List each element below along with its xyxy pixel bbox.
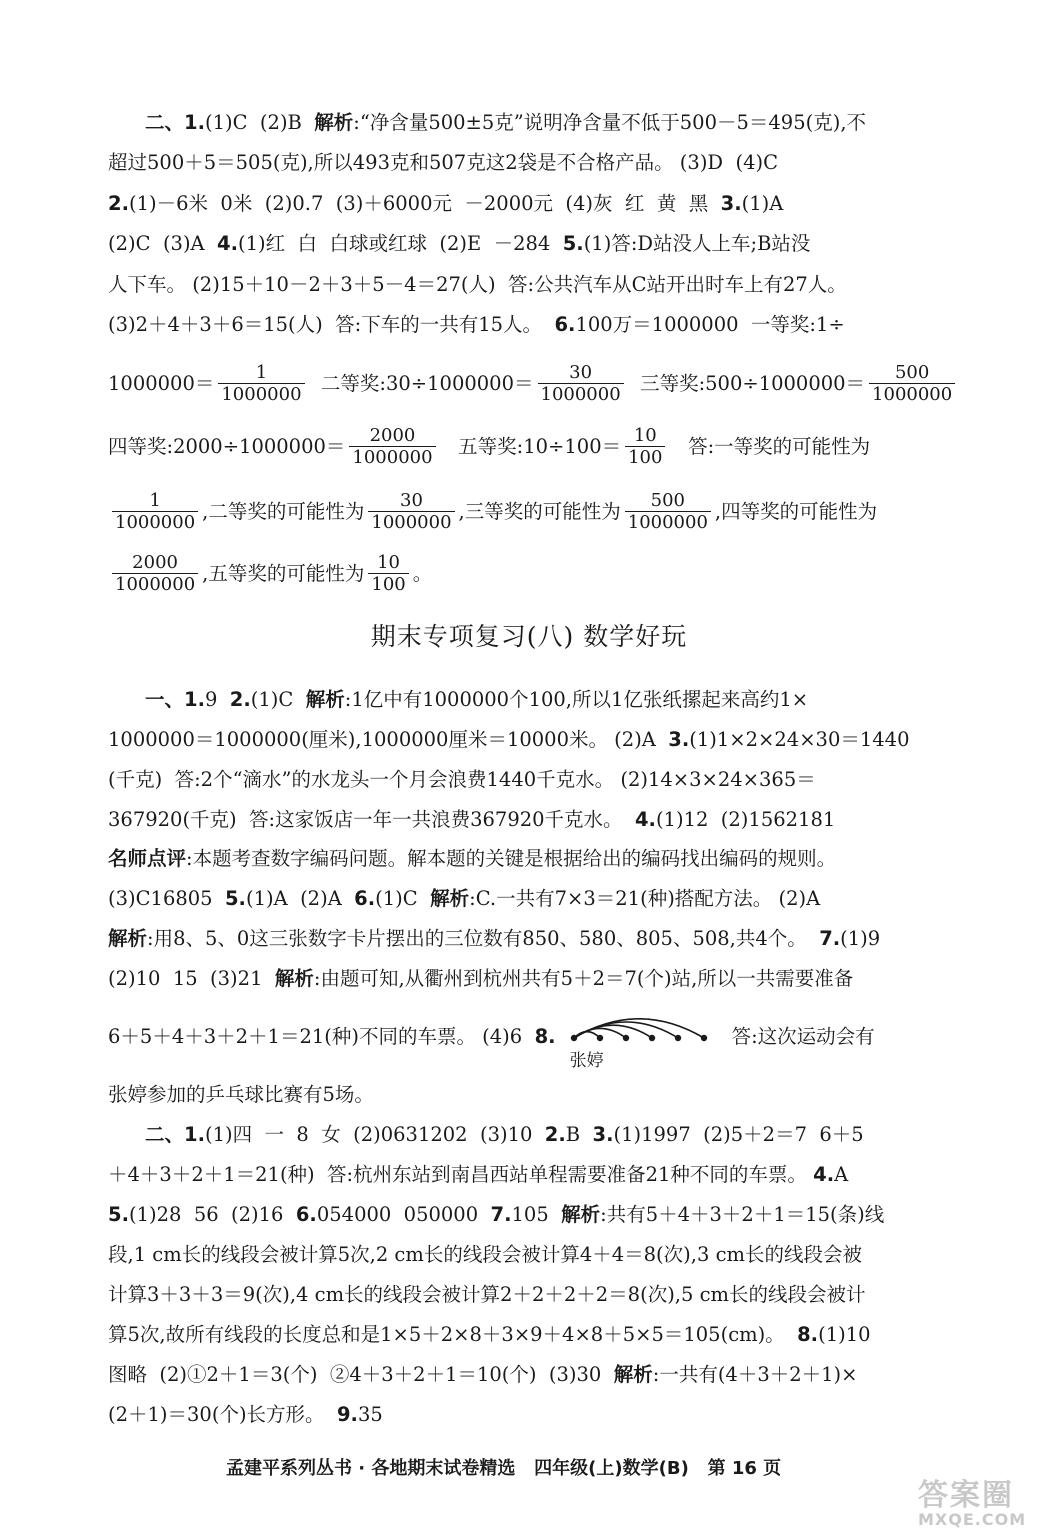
bold-marker: 6. <box>554 313 576 336</box>
answer-line <box>108 1360 858 1390</box>
answer-text: :由题可知,从衢州到杭州共有5＋2＝7(个)站,所以一共需要准备 <box>313 967 854 990</box>
bold-marker: 6. <box>295 1203 317 1226</box>
bold-marker: 解析 <box>561 1203 601 1226</box>
answer-text: 100万＝1000000 一等奖:1÷ <box>575 313 845 336</box>
fraction-denominator: 1000000 <box>869 383 955 405</box>
answer-line <box>145 1120 864 1150</box>
bold-marker: 5. <box>224 887 246 910</box>
fraction-denominator: 1000000 <box>218 383 304 405</box>
bold-marker: 解析 <box>314 111 354 134</box>
answer-line <box>108 924 880 954</box>
answer-line <box>108 189 783 219</box>
fraction <box>625 490 711 533</box>
bold-marker: 解析 <box>430 887 470 910</box>
answer-text: 答:一等奖的可能性为 <box>669 434 871 458</box>
answer-text: (1)1×2×24×30＝1440 <box>689 728 910 751</box>
answer-line <box>108 310 845 340</box>
answer-text: :共有5＋4＋3＋2＋1＝15(条)线 <box>600 1203 885 1226</box>
answer-text: ,三等奖的可能性为 <box>458 499 621 523</box>
page-footer: 孟建平系列丛书 · 各地期末试卷精选 四年级(上)数学(B) 第 16 页 <box>226 1458 782 1479</box>
fraction-denominator: 1000000 <box>625 511 711 533</box>
answer-text: ＋4＋3＋2＋1＝21(种) 答:杭州东站到南昌西站单程需要准备21种不同的车票。 <box>108 1163 814 1186</box>
answer-text: B <box>565 1123 593 1146</box>
fraction <box>368 552 408 595</box>
bold-marker: 8. <box>534 1025 556 1048</box>
player-dot <box>570 1035 576 1041</box>
answer-text: 二等奖:30÷1000000＝ <box>308 371 534 395</box>
bold-marker: 二、1. <box>145 1123 205 1146</box>
answer-text: (1)1997 (2)5＋2＝7 6＋5 <box>613 1123 864 1146</box>
bold-marker: 2. <box>544 1123 566 1146</box>
bold-marker: 2. <box>229 688 251 711</box>
answer-line <box>108 425 870 468</box>
answer-line <box>108 1320 871 1350</box>
bold-marker: 4. <box>813 1163 835 1186</box>
answer-text: 张婷参加的乒乓球比赛有5场。 <box>108 1083 374 1106</box>
fraction <box>538 362 624 405</box>
answer-text: :本题考查数字编码问题。解本题的关键是根据给出的编码找出编码的规则。 <box>186 847 837 870</box>
fraction-numerator: 2000 <box>132 552 178 573</box>
arc-line <box>574 1019 704 1038</box>
answer-text: (3)2＋4＋3＋6＝15(人) 答:下车的一共有15人。 <box>108 313 555 336</box>
answer-line <box>108 964 853 994</box>
answer-text: ,四等奖的可能性为 <box>714 499 878 523</box>
bold-marker: 6. <box>354 887 376 910</box>
answer-text: 段,1 cm长的线段会被计算5次,2 cm长的线段会被计算4＋4＝8(次),3 cm长的线段会被 <box>108 1243 862 1266</box>
fraction-numerator: 10 <box>633 425 657 446</box>
answer-line <box>108 1240 862 1270</box>
answer-text: (2)C (3)A <box>108 232 218 255</box>
fraction-denominator: 1000000 <box>349 446 435 468</box>
fraction-denominator: 100 <box>368 573 408 595</box>
player-dot <box>674 1035 680 1041</box>
answer-text: :用8、5、0这三张数字卡片摆出的三位数有850、580、805、508,共4个。 <box>147 927 820 950</box>
answer-text: A <box>834 1163 849 1186</box>
answer-text: 算5次,故所有线段的长度总和是1×5＋2×8＋3×9＋4×8＋5×5＝105(cm)。 <box>108 1323 798 1346</box>
answer-text: :C.一共有7×3＝21(种)搭配方法。 (2)A <box>469 887 821 910</box>
fraction-numerator: 1 <box>149 490 161 511</box>
answer-line <box>108 229 810 259</box>
answer-text: 35 <box>357 1403 383 1426</box>
answer-line <box>108 765 816 795</box>
answer-text: (1)A (2)A <box>245 887 355 910</box>
fraction-numerator: 1 <box>255 362 268 383</box>
answer-line <box>108 1080 374 1110</box>
answer-text: 计算3＋3＋3＝9(次),4 cm长的线段会被计算2＋2＋2＋2＝8(次),5 cm长的线段会被计 <box>108 1283 866 1306</box>
answer-text: (2)10 15 (3)21 <box>108 967 275 990</box>
answer-text: 超过500＋5＝505(克),所以493克和507克这2袋是不合格产品。 (3)D (4)C <box>108 151 778 174</box>
bold-marker: 3. <box>720 192 742 215</box>
answer-text: 054000 050000 <box>316 1203 491 1226</box>
player-dot <box>700 1035 706 1041</box>
bold-marker: 8. <box>797 1323 819 1346</box>
fraction-denominator: 1000000 <box>538 383 624 405</box>
fraction-numerator: 500 <box>650 490 686 511</box>
fraction-numerator: 30 <box>569 362 593 383</box>
answer-text: (1)C <box>250 688 306 711</box>
answer-text: 三等奖:500÷1000000＝ <box>627 371 866 395</box>
fraction-denominator: 1000000 <box>368 511 454 533</box>
bold-marker: 7. <box>490 1203 512 1226</box>
bold-marker: 一、1. <box>145 688 205 711</box>
answer-line <box>108 270 847 300</box>
answer-text: (1)28 56 (2)16 <box>128 1203 296 1226</box>
player-dot <box>596 1035 602 1041</box>
bold-marker: 4. <box>217 232 239 255</box>
fraction-denominator: 100 <box>625 446 665 468</box>
section-title: 期末专项复习(八) 数学好玩 <box>370 622 688 651</box>
answer-line <box>108 490 877 533</box>
answer-line <box>108 1280 866 1310</box>
bold-marker: 9. <box>336 1403 358 1426</box>
fraction-numerator: 2000 <box>369 425 416 446</box>
answer-text: (2＋1)＝30(个)长方形。 <box>108 1403 337 1426</box>
fraction <box>349 425 435 468</box>
answer-text: 1000000＝ <box>108 371 215 395</box>
answer-text: (千克) 答:2个“滴水”的水龙头一个月会浪费1440千克水。 (2)14×3×24×365＝ <box>108 768 816 791</box>
fraction-numerator: 500 <box>894 362 930 383</box>
answer-line <box>108 362 959 405</box>
answer-text: (1)答:D站没人上车;B站没 <box>583 232 811 255</box>
fraction <box>869 362 955 405</box>
player-dot <box>648 1035 654 1041</box>
bold-marker: 5. <box>108 1203 129 1226</box>
bold-marker: 名师点评 <box>108 847 187 870</box>
answer-text: :一共有(4＋3＋2＋1)× <box>652 1363 858 1386</box>
answer-text: ,二等奖的可能性为 <box>202 499 365 523</box>
answer-line <box>108 725 910 755</box>
answer-text: (1)红 白 白球或红球 (2)E －284 <box>238 232 563 255</box>
fraction-numerator: 10 <box>377 552 400 573</box>
answer-text: 人下车。 (2)15＋10－2＋3＋5－4＝27(人) 答:公共汽车从C站开出时车上有27人。 <box>108 273 847 296</box>
answer-text: 367920(千克) 答:这家饭店一年一共浪费367920千克水。 <box>108 808 635 831</box>
watermark-text: 答案圈 <box>918 1478 1014 1513</box>
answer-line <box>145 685 808 715</box>
answer-text: :1亿中有1000000个100,所以1亿张纸摞起来高约1× <box>344 688 809 711</box>
answer-text: 105 <box>511 1203 562 1226</box>
player-dot <box>622 1035 628 1041</box>
match-arc-diagram <box>564 1022 724 1071</box>
fraction <box>218 362 304 405</box>
answer-text: (1)9 <box>840 927 881 950</box>
answer-text: 9 <box>204 688 230 711</box>
fraction <box>625 425 665 468</box>
answer-line <box>108 1022 875 1071</box>
answer-line <box>108 1160 848 1190</box>
answer-line <box>108 805 835 835</box>
bold-marker: 2. <box>108 192 129 215</box>
fraction-denominator: 1000000 <box>112 511 198 533</box>
answer-text: (1)C <box>375 887 431 910</box>
answer-text: 四等奖:2000÷1000000＝ <box>108 434 346 458</box>
answer-text: (1)－6米 0米 (2)0.7 (3)＋6000元 －2000元 (4)灰 红 黄 黑 <box>128 192 721 215</box>
answer-text: 五等奖:10÷100＝ <box>439 434 622 458</box>
answer-text: (1)A <box>741 192 784 215</box>
watermark-logo <box>918 1470 1052 1532</box>
answer-text: 图略 (2)①2＋1＝3(个) ②4＋3＋2＋1＝10(个) (3)30 <box>108 1363 614 1386</box>
fraction <box>112 490 198 533</box>
answer-text: :“净含量500±5克”说明净含量不低于500－5＝495(克),不 <box>353 111 867 134</box>
answer-line <box>145 108 866 138</box>
answer-line <box>108 552 432 595</box>
bold-marker: 3. <box>668 728 690 751</box>
bold-marker: 3. <box>592 1123 614 1146</box>
answer-line <box>108 844 836 874</box>
watermark-url: MXQE.COM <box>918 1510 1027 1529</box>
bold-marker: 解析 <box>305 688 345 711</box>
fraction-numerator: 30 <box>400 490 423 511</box>
bold-marker: 解析 <box>108 927 148 950</box>
answer-text: 1000000＝1000000(厘米),1000000厘米＝10000米。 (2)A <box>108 728 669 751</box>
fraction <box>368 490 454 533</box>
answer-line <box>108 1200 884 1230</box>
answer-text: 。 <box>412 561 433 585</box>
answer-text: ,五等奖的可能性为 <box>202 561 365 585</box>
bold-marker: 4. <box>634 808 656 831</box>
fraction-denominator: 1000000 <box>112 573 198 595</box>
bold-marker: 7. <box>819 927 841 950</box>
bold-marker: 解析 <box>613 1363 653 1386</box>
bold-marker: 解析 <box>274 967 314 990</box>
fraction <box>112 552 198 595</box>
answer-line <box>108 884 820 914</box>
answer-line <box>108 1400 383 1430</box>
answer-text: (1)C (2)B <box>204 111 315 134</box>
answer-text: (1)12 (2)1562181 <box>655 808 836 831</box>
answer-text: (1)四 一 8 女 (2)0631202 (3)10 <box>204 1123 545 1146</box>
answer-line <box>108 148 778 178</box>
bold-marker: 二、1. <box>145 111 205 134</box>
answer-text: (1)10 <box>818 1323 871 1346</box>
answer-text: (3)C16805 <box>108 887 225 910</box>
answer-text: 答:这次运动会有 <box>731 1025 875 1048</box>
answer-text: 6＋5＋4＋3＋2＋1＝21(种)不同的车票。 (4)6 <box>108 1025 535 1048</box>
diagram-label: 张婷 <box>569 1051 604 1071</box>
bold-marker: 5. <box>562 232 584 255</box>
